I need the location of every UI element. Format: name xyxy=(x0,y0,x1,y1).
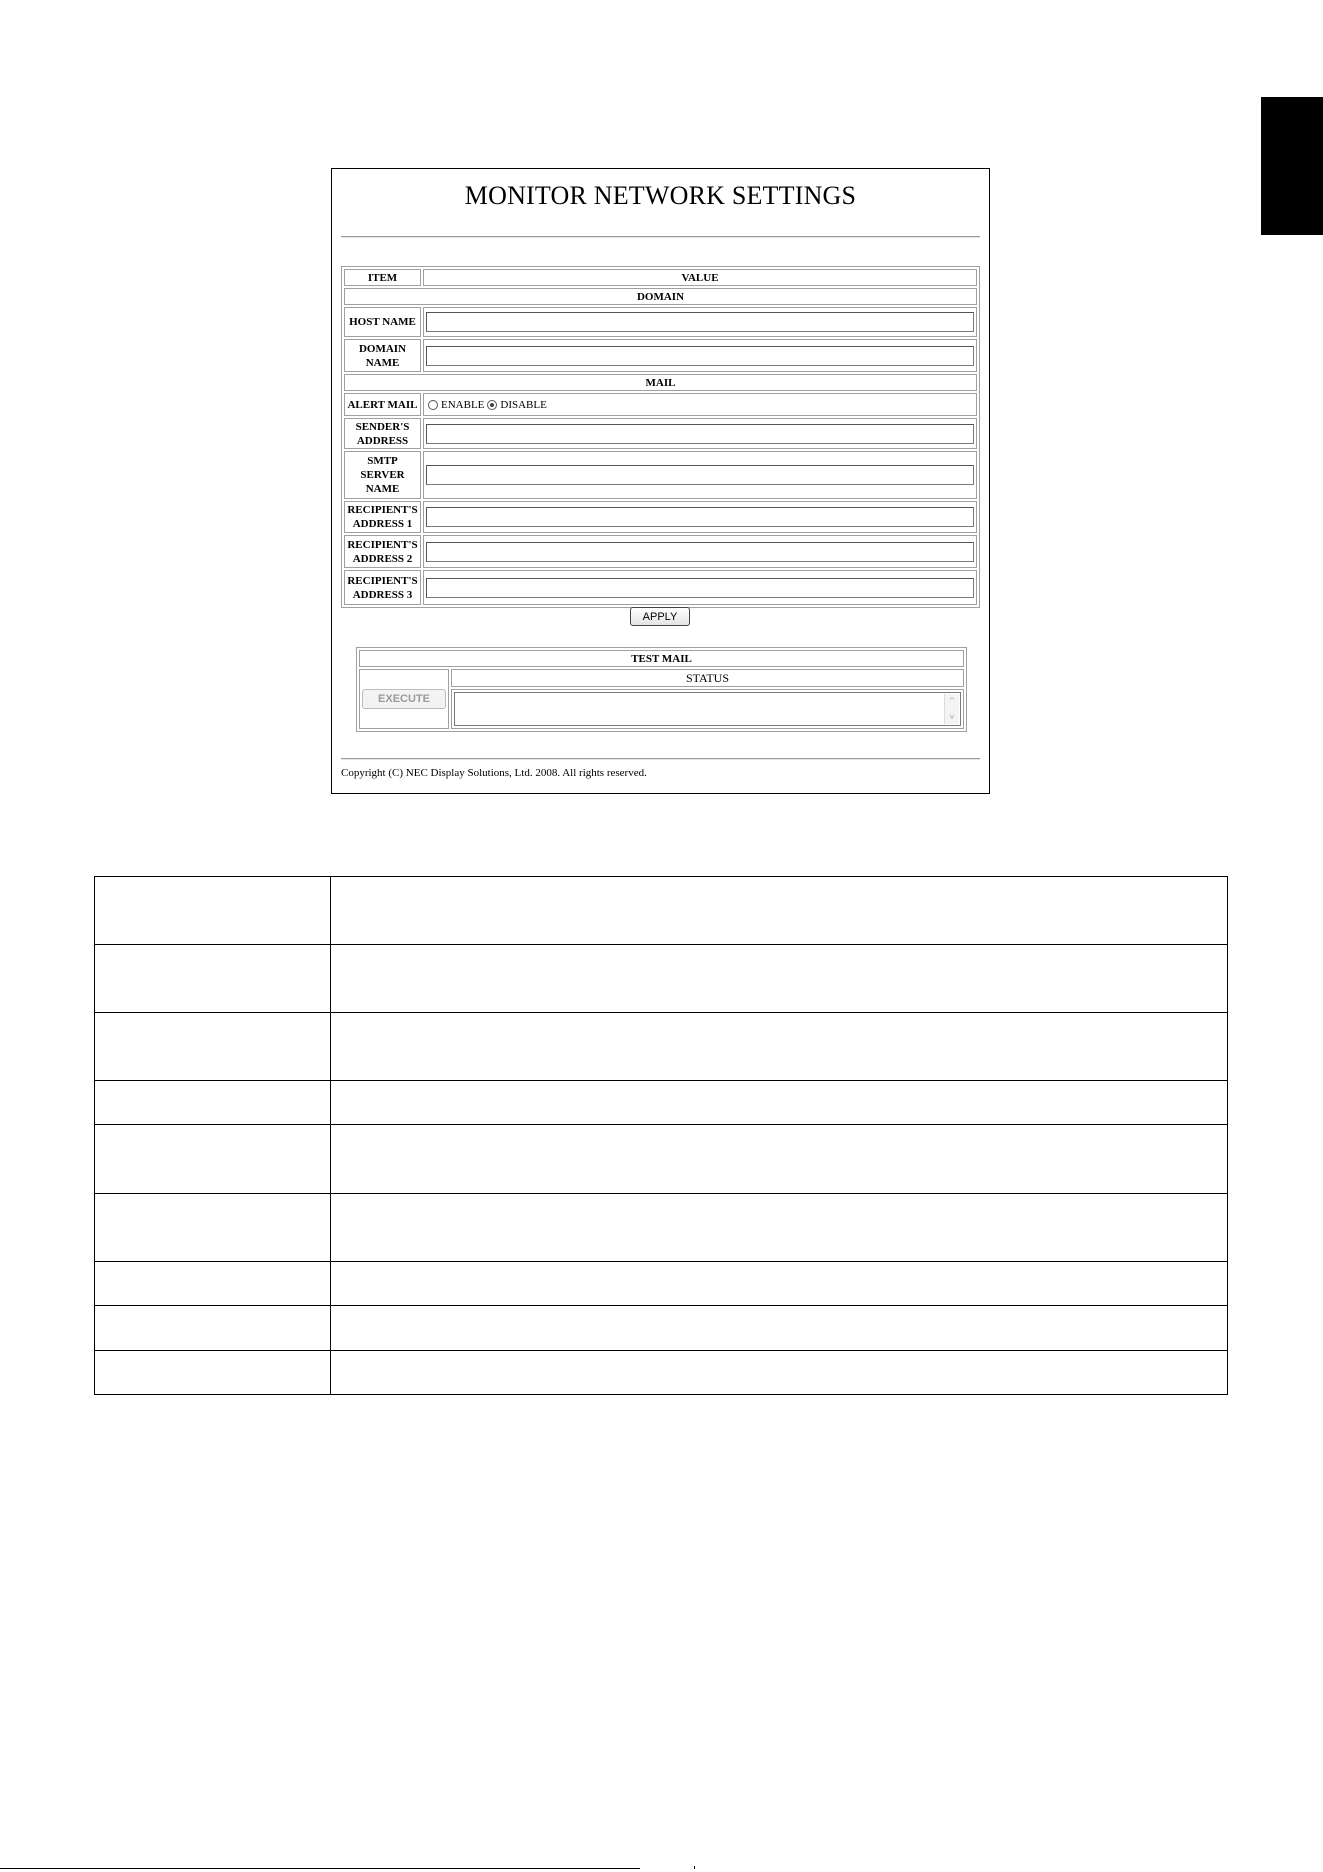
domain-name-label: DOMAIN NAME xyxy=(344,339,421,372)
table-row xyxy=(95,1350,1227,1351)
copyright-text: Copyright (C) NEC Display Solutions, Ltd. 2008. All rights reserved. xyxy=(341,767,647,779)
recipient-address-1-input[interactable] xyxy=(426,507,974,527)
domain-name-cell xyxy=(423,339,977,372)
domain-name-input[interactable] xyxy=(426,346,974,366)
header-item: ITEM xyxy=(344,269,421,286)
section-mail: MAIL xyxy=(344,374,977,391)
page-title: MONITOR NETWORK SETTINGS xyxy=(464,181,857,210)
description-table xyxy=(94,876,1228,1395)
smtp-server-name-cell xyxy=(423,451,977,499)
senders-address-cell xyxy=(423,418,977,449)
recipient-address-2-label: RECIPIENT'S ADDRESS 2 xyxy=(344,535,421,568)
scroll-up-icon[interactable]: ^ xyxy=(948,696,956,705)
recipient-address-3-input[interactable] xyxy=(426,578,974,598)
apply-button[interactable]: APPLY xyxy=(630,607,690,626)
description-column-divider xyxy=(330,877,331,1394)
language-tab-marker xyxy=(1261,97,1323,235)
disable-radio[interactable] xyxy=(487,400,497,410)
recipient-address-2-cell xyxy=(423,535,977,568)
title-divider xyxy=(341,236,980,238)
status-textarea[interactable] xyxy=(454,692,961,726)
enable-radio[interactable] xyxy=(428,400,438,410)
table-row xyxy=(95,1305,1227,1306)
execute-cell xyxy=(359,669,449,729)
host-name-cell xyxy=(423,307,977,337)
alert-mail-radio-group xyxy=(426,398,547,412)
recipient-address-3-cell xyxy=(423,570,977,605)
disable-radio-label: DISABLE xyxy=(500,398,547,411)
host-name-label: HOST NAME xyxy=(344,307,421,337)
smtp-server-name-input[interactable] xyxy=(426,465,974,485)
host-name-input[interactable] xyxy=(426,312,974,332)
scroll-down-icon[interactable]: v xyxy=(949,712,955,721)
header-value: VALUE xyxy=(423,269,977,286)
execute-button[interactable]: EXECUTE xyxy=(362,689,446,709)
footer-rule xyxy=(0,1868,640,1869)
table-row xyxy=(95,1261,1227,1262)
status-label: STATUS xyxy=(451,669,964,687)
recipient-address-1-label: RECIPIENT'S ADDRESS 1 xyxy=(344,501,421,533)
table-row xyxy=(95,1193,1227,1194)
senders-address-label: SENDER'S ADDRESS xyxy=(344,418,421,449)
test-mail-panel xyxy=(356,647,967,732)
table-row xyxy=(95,944,1227,945)
alert-mail-cell xyxy=(423,393,977,416)
settings-table xyxy=(341,266,980,608)
test-mail-header: TEST MAIL xyxy=(359,650,964,667)
table-row xyxy=(95,1124,1227,1125)
section-domain: DOMAIN xyxy=(344,288,977,305)
table-row xyxy=(95,1080,1227,1081)
senders-address-input[interactable] xyxy=(426,424,974,444)
status-cell xyxy=(451,689,964,729)
recipient-address-3-label: RECIPIENT'S ADDRESS 3 xyxy=(344,570,421,605)
table-row xyxy=(95,1012,1227,1013)
monitor-network-settings-window xyxy=(331,168,990,794)
smtp-server-name-label: SMTP SERVER NAME xyxy=(344,451,421,499)
recipient-address-2-input[interactable] xyxy=(426,542,974,562)
alert-mail-label: ALERT MAIL xyxy=(344,393,421,416)
footer-mark xyxy=(694,1866,695,1869)
footer-divider xyxy=(341,758,980,760)
enable-radio-label: ENABLE xyxy=(441,398,485,411)
recipient-address-1-cell xyxy=(423,501,977,533)
status-scrollbar[interactable] xyxy=(944,694,959,724)
